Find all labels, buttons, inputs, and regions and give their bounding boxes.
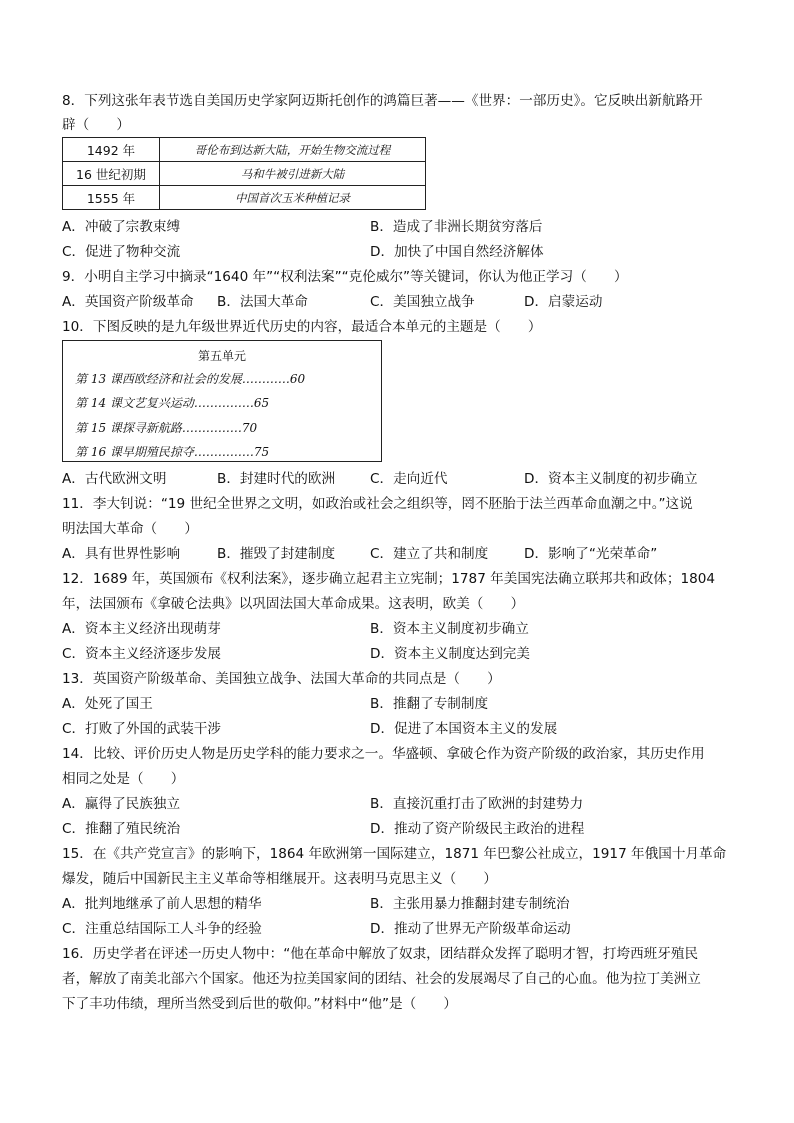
q10-option-b[interactable]: B．封建时代的欧洲: [217, 471, 336, 487]
q10-stem: 10．下图反映的是九年级世界近代历史的内容，最适合本单元的主题是（ ）: [62, 319, 542, 335]
q12-option-c[interactable]: C．资本主义经济逐步发展: [62, 646, 222, 662]
q12-option-a[interactable]: A．资本主义经济出现萌芽: [62, 621, 221, 637]
unit-title: 第五单元: [197, 349, 246, 363]
q11-option-d[interactable]: D．影响了“光荣革命”: [524, 546, 658, 562]
q8-option-a[interactable]: A．冲破了宗教束缚: [62, 219, 181, 235]
q8-option-d[interactable]: D．加快了中国自然经济解体: [370, 244, 544, 260]
q16-stem-line3: 下了丰功伟绩，理所当然受到后世的敬仰。”材料中“他”是（ ）: [62, 996, 457, 1012]
q13-option-c[interactable]: C．打败了外国的武装干涉: [62, 721, 222, 737]
q10-option-d[interactable]: D．资本主义制度的初步确立: [524, 471, 698, 487]
q15-option-a[interactable]: A．批判地继承了前人思想的精华: [62, 896, 262, 912]
q14-stem-line2: 相同之处是（ ）: [62, 771, 185, 787]
q8-option-b[interactable]: B．造成了非洲长期贫穷落后: [370, 219, 543, 235]
q8-chronology-table: [62, 137, 426, 210]
table-cell-year: 16 世纪初期: [63, 162, 160, 186]
q15-option-c[interactable]: C．注重总结国际工人斗争的经验: [62, 921, 262, 937]
table-cell-event: 中国首次玉米种植记录: [160, 186, 426, 210]
q12-stem-line2: 年，法国颁布《拿破仑法典》以巩固法国大革命成果。这表明，欧美（ ）: [62, 596, 525, 612]
q11-option-c[interactable]: C．建立了共和制度: [370, 546, 489, 562]
q9-option-c[interactable]: C．美国独立战争: [370, 294, 475, 310]
q9-option-b[interactable]: B．法国大革命: [217, 294, 308, 310]
q16-stem-line2: 者，解放了南美北部六个国家。他还为拉美国家间的团结、社会的发展竭尽了自己的心血。他为拉丁美洲立: [62, 971, 701, 987]
q14-option-d[interactable]: D．推动了资产阶级民主政治的进程: [370, 821, 585, 837]
table-cell-event: 哥伦布到达新大陆，开始生物交流过程: [160, 138, 426, 162]
q9-option-a[interactable]: A．英国资产阶级革命: [62, 294, 194, 310]
table-row: [63, 162, 426, 186]
q13-stem: 13．英国资产阶级革命、美国独立战争、法国大革命的共同点是（ ）: [62, 671, 501, 687]
table-cell-year: 1492 年: [63, 138, 160, 162]
q10-option-c[interactable]: C．走向近代: [370, 471, 448, 487]
unit-lesson-item: 第 16 课早期殖民掠夺……………75: [75, 445, 270, 459]
q14-option-c[interactable]: C．推翻了殖民统治: [62, 821, 181, 837]
q13-option-d[interactable]: D．促进了本国资本主义的发展: [370, 721, 558, 737]
q15-option-d[interactable]: D．推动了世界无产阶级革命运动: [370, 921, 571, 937]
q16-stem-line1: 16．历史学者在评述一历史人物中：“他在革命中解放了奴隶，团结群众发挥了聪明才智，打垮西班牙殖民: [62, 946, 699, 962]
q11-option-a[interactable]: A．具有世界性影响: [62, 546, 181, 562]
q12-option-b[interactable]: B．资本主义制度初步确立: [370, 621, 529, 637]
q13-option-a[interactable]: A．处死了国王: [62, 696, 153, 712]
table-cell-year: 1555 年: [63, 186, 160, 210]
table-row: [63, 138, 426, 162]
q14-option-a[interactable]: A．赢得了民族独立: [62, 796, 181, 812]
q11-stem-line2: 明法国大革命（ ）: [62, 521, 198, 537]
unit-lesson-item: 第 13 课西欧经济和社会的发展…………60: [75, 372, 306, 386]
q11-option-b[interactable]: B．摧毁了封建制度: [217, 546, 336, 562]
q10-unit-contents-box: [62, 340, 382, 462]
q15-option-b[interactable]: B．主张用暴力推翻封建专制统治: [370, 896, 570, 912]
q15-stem-line2: 爆发，随后中国新民主主义革命等相继展开。这表明马克思主义（ ）: [62, 871, 497, 887]
unit-lesson-item: 第 14 课文艺复兴运动……………65: [75, 396, 270, 410]
table-cell-event: 马和牛被引进新大陆: [160, 162, 426, 186]
q12-stem-line1: 12．1689 年，英国颁布《权利法案》，逐步确立起君主立宪制；1787 年美国宪法确立联邦共和政体；1804: [62, 571, 716, 587]
q10-option-a[interactable]: A．古代欧洲文明: [62, 471, 167, 487]
q8-option-c[interactable]: C．促进了物种交流: [62, 244, 181, 260]
q8-stem-line1: 8．下列这张年表节选自美国历史学家阿迈斯托创作的鸿篇巨著——《世界：一部历史》。它反映出新航路开: [62, 93, 703, 109]
table-row: [63, 186, 426, 210]
unit-lesson-item: 第 15 课探寻新航路……………70: [75, 421, 258, 435]
q15-stem-line1: 15．在《共产党宣言》的影响下，1864 年欧洲第一国际建立，1871 年巴黎公社成立，1917 年俄国十月革命: [62, 846, 727, 862]
q14-option-b[interactable]: B．直接沉重打击了欧洲的封建势力: [370, 796, 584, 812]
q8-stem-line2: 辟（ ）: [62, 117, 130, 133]
q11-stem-line1: 11．李大钊说：“19 世纪全世界之文明，如政治或社会之组织等，罔不胚胎于法兰西革命血潮之中。”这说: [62, 496, 693, 512]
q9-stem: 9．小明自主学习中摘录“1640 年”“权利法案”“克伦威尔”等关键词，你认为他正学习（ ）: [62, 269, 628, 285]
q13-option-b[interactable]: B．推翻了专制制度: [370, 696, 489, 712]
q9-option-d[interactable]: D．启蒙运动: [524, 294, 603, 310]
q14-stem-line1: 14．比较、评价历史人物是历史学科的能力要求之一。华盛顿、拿破仑作为资产阶级的政治家，其历史作用: [62, 746, 705, 762]
q12-option-d[interactable]: D．资本主义制度达到完美: [370, 646, 530, 662]
